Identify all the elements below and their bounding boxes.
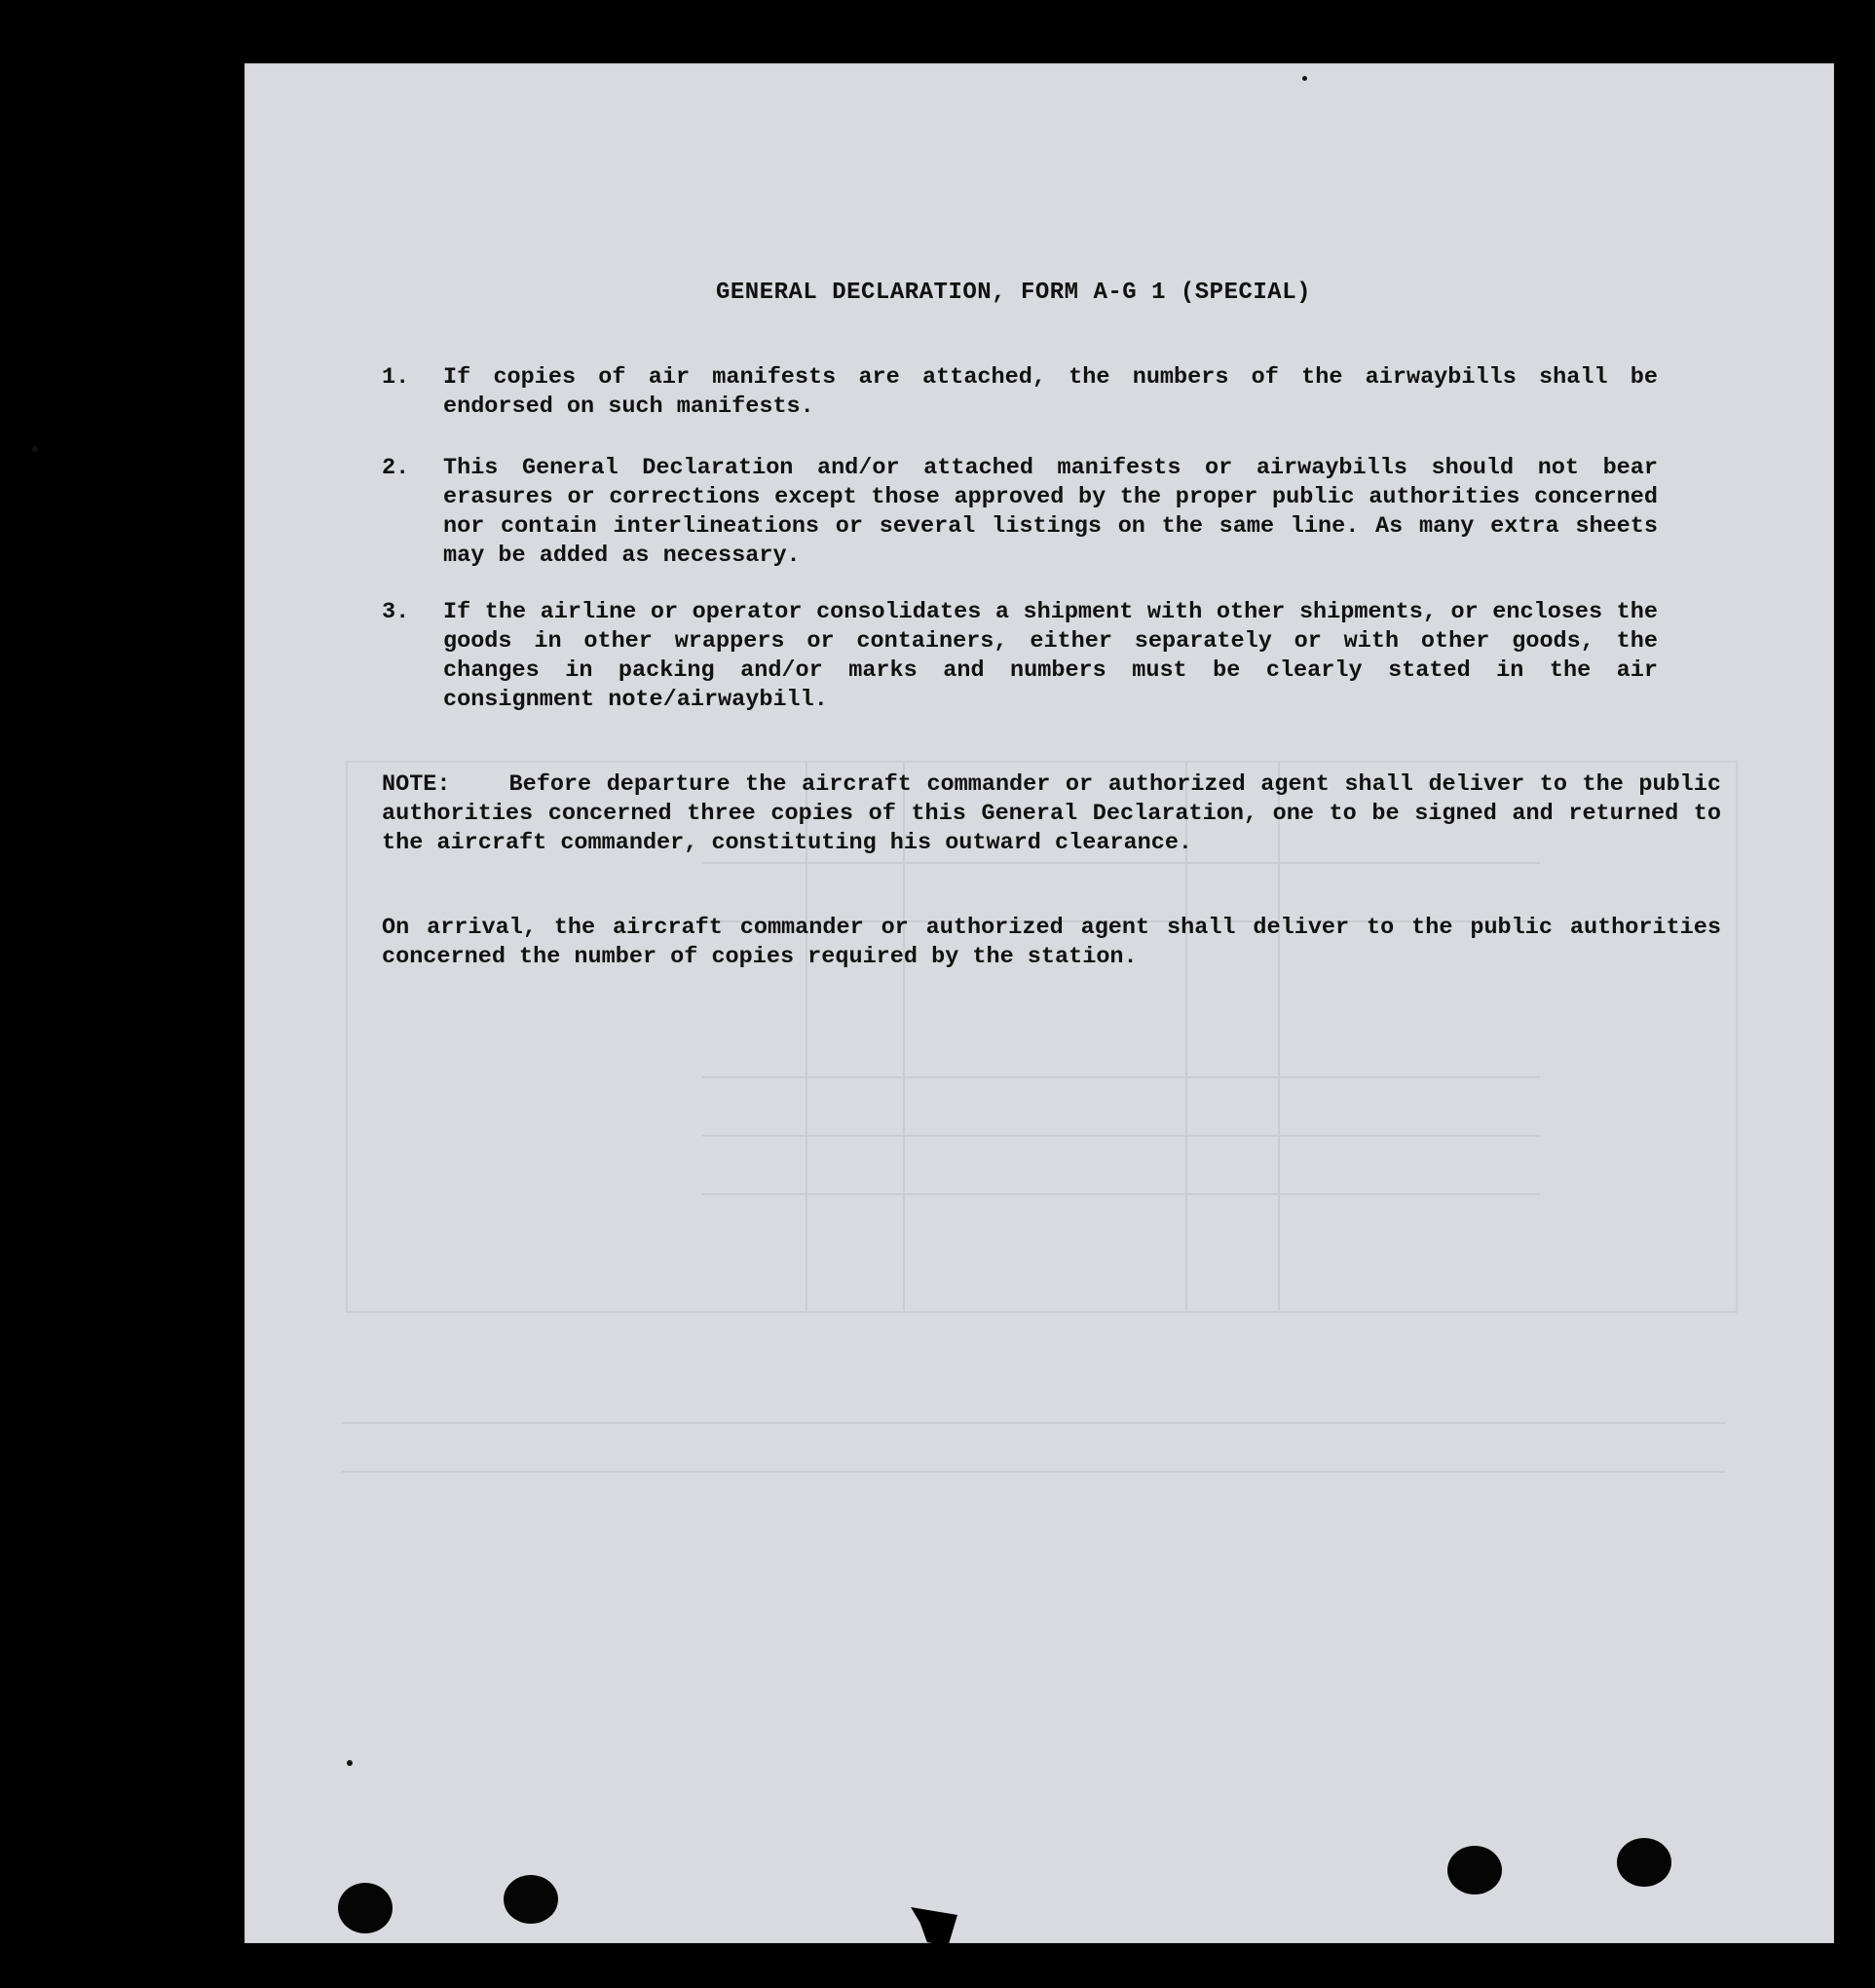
item-text: If copies of air manifests are attached, the numbers of the airwaybills shall be endorsed on such manifests. [443,364,1658,420]
reverse-side-rule [702,1135,1540,1137]
instruction-item [382,454,1658,571]
note-paragraph [382,770,1721,858]
reverse-side-rule [702,862,1540,864]
note-text: Before departure the aircraft commander or authorized agent shall deliver to the public authorities concerned three copies of this General Declaration, one to be signed and returned to the aircraft commander, constituting his outward clearance. [382,771,1721,856]
dust-speck [347,1760,353,1766]
reverse-side-rule [702,1193,1540,1195]
note-label: NOTE: [382,771,451,798]
reverse-side-rule [342,1471,1725,1473]
punch-hole [338,1883,393,1933]
reverse-side-rule [342,1422,1725,1424]
item-number: 3. [382,599,410,625]
instruction-item [382,363,1658,422]
item-text: This General Declaration and/or attached manifests or airwaybills should not bear erasures or corrections except those approved by the proper public authorities concerned nor contain interlineations or several listings on the same line. As many extra sheets may be added as necessary. [443,455,1658,569]
arrival-paragraph: On arrival, the aircraft commander or authorized agent shall deliver to the public authorities concerned the number of copies required by the station. [382,915,1721,970]
reverse-side-rule [702,1076,1540,1078]
punch-hole [504,1875,558,1924]
dust-speck [1302,76,1307,81]
item-number: 2. [382,455,410,481]
instruction-item [382,598,1658,715]
paper-sheet [244,63,1834,1943]
item-number: 1. [382,364,410,391]
punch-hole [1447,1846,1502,1894]
punch-hole [1617,1838,1671,1887]
item-text: If the airline or operator consolidates a shipment with other shipments, or encloses the goods in other wrappers or containers, either separately or with other goods, the changes in packing and/or marks and numbers must be clearly stated in the air consignment note/airwaybill. [443,599,1658,713]
page-title: GENERAL DECLARATION, FORM A-G 1 (SPECIAL) [716,280,1311,306]
dust-speck [32,446,38,452]
